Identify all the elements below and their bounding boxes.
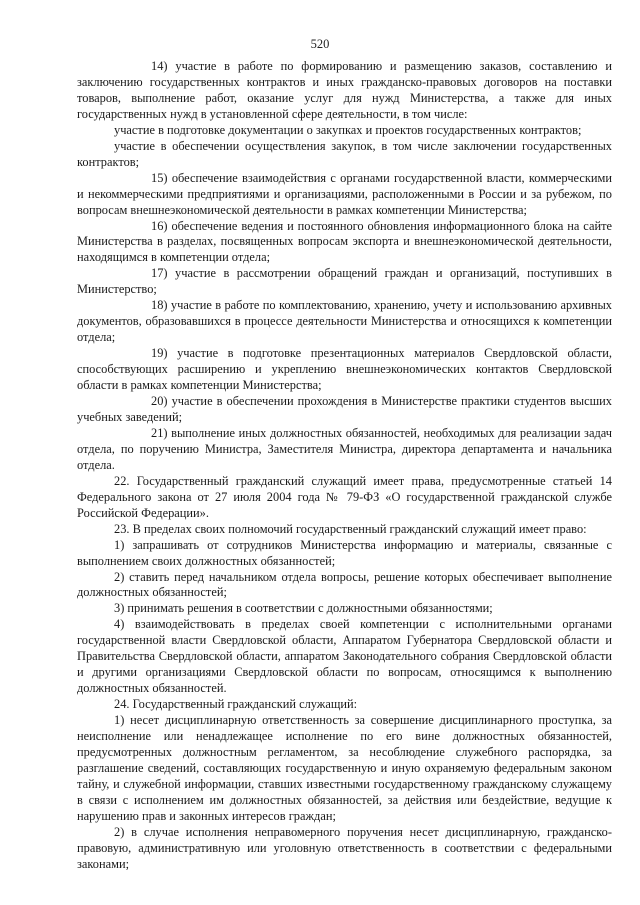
paragraph-text: 24. Государственный гражданский служащий: [114, 697, 358, 712]
paragraph [77, 601, 612, 617]
document-body [77, 59, 612, 873]
paragraph-item-21 [77, 426, 612, 474]
section-22 [77, 474, 612, 522]
paragraph-item-16 [77, 219, 612, 267]
paragraph-text: 2) ставить перед начальником отдела вопросы, решение которых обеспечивает выполнение должностных обязанностей; [77, 569, 612, 600]
paragraph-text: участие в обеспечении осуществления закупок, в том числе заключении государственных контрактов; [77, 138, 612, 169]
paragraph-text: участие в работе по комплектованию, хранению, учету и использованию архивных документов, образовавшихся в процессе деятельности Министерства и относящихся к компетенции отдела; [77, 298, 612, 345]
section-23 [77, 522, 612, 538]
paragraph-item-14 [77, 59, 612, 123]
paragraph-text: участие в обеспечении прохождения в Министерстве практики студентов высших учебных заведений; [77, 394, 612, 424]
paragraph-text: участие в рассмотрении обращений граждан и организаций, поступивших в Министерство; [77, 266, 612, 297]
item-number: 16) [151, 218, 168, 233]
paragraph-text: 1) несет дисциплинарную ответственность за совершение дисциплинарного проступка, за неисполнение или ненадлежащее исполнение по его вине должностных обязанностей, предусмотренных должностным регламентом, за несоблюдение служебного распорядка, за разглашение сведений, составляющих государственную и иную охраняемую федеральным законом тайну, и служебной информации, ставших известными государственному гражданскому служащему в связи с исполнением им должностных обязанностей, за действия или бездействие, ведущие к нарушению прав и законных интересов граждан; [77, 713, 612, 823]
item-number: 20) [151, 394, 168, 409]
paragraph-item-19 [77, 346, 612, 394]
paragraph-text: 2) в случае исполнения неправомерного поручения несет дисциплинарную, гражданско-правовую, административную или уголовную ответственность в соответствии с федеральными законами; [77, 824, 612, 871]
paragraph [77, 825, 612, 873]
paragraph [77, 538, 612, 570]
paragraph [77, 139, 612, 171]
paragraph-text: обеспечение взаимодействия с органами государственной власти, коммерческими и некоммерческими предприятиями и организациями, расположенными в России и за рубежом, по вопросам внешнеэкономической деятельности в рамках компетенции Министерства; [77, 170, 612, 217]
paragraph-text: участие в подготовке презентационных материалов Свердловской области, способствующих расширению и укреплению внешнеэкономических контактов Свердловской области в рамках компетенции Министерства; [77, 346, 612, 393]
item-number: 21) [151, 425, 168, 440]
paragraph-item-15 [77, 171, 612, 219]
paragraph-text: обеспечение ведения и постоянного обновления информационного блока на сайте Министерства в разделах, посвященных вопросам экспорта и внешнеэкономической деятельности, находящимся в компетенции отдела; [77, 218, 612, 265]
paragraph [77, 123, 612, 139]
paragraph [77, 570, 612, 602]
paragraph-item-18 [77, 298, 612, 346]
item-number: 19) [151, 346, 168, 361]
paragraph-item-17 [77, 266, 612, 298]
paragraph-text: 4) взаимодействовать в пределах своей компетенции с исполнительными органами государственной власти Свердловской области, Аппаратом Губернатора Свердловской области и Правительства Свердловской области, аппаратом Законодательного собрания Свердловской области и другими организациями Свердловской области по вопросам, относящимся к выполнению должностных обязанностей. [77, 617, 612, 696]
paragraph [77, 617, 612, 697]
item-number: 18) [151, 298, 168, 313]
item-number: 14) [151, 59, 168, 73]
item-number: 15) [151, 170, 168, 185]
paragraph-text: участие в работе по формированию и размещению заказов, составлению и заключению государственных контрактов и иных гражданско-правовых договоров на поставки товаров, выполнение работ, оказание услуг для нужд Министерства, а также для иных государственных нужд в установленной сфере деятельности, в том числе: [77, 59, 612, 121]
section-24 [77, 697, 612, 713]
paragraph-item-20 [77, 394, 612, 426]
paragraph-text: 22. Государственный гражданский служащий имеет права, предусмотренные статьей 14 Федерального закона от 27 июля 2004 года № 79-ФЗ «О государственной гражданской службе Российской Федерации». [77, 473, 612, 520]
paragraph-text: 23. В пределах своих полномочий государственный гражданский служащий имеет право: [114, 521, 587, 536]
paragraph-text: 1) запрашивать от сотрудников Министерства информацию и материалы, связанные с выполнением своих должностных обязанностей; [77, 537, 612, 568]
page-number: 520 [310, 37, 330, 51]
paragraph-text: участие в подготовке документации о закупках и проектов государственных контрактов; [114, 122, 582, 137]
paragraph [77, 713, 612, 825]
paragraph-text: выполнение иных должностных обязанностей, необходимых для реализации задач отдела, по поручению Министра, Заместителя Министра, директора департамента и начальника отдела. [77, 425, 612, 472]
item-number: 17) [151, 266, 168, 281]
paragraph-text: 3) принимать решения в соответствии с должностными обязанностями; [114, 601, 493, 616]
